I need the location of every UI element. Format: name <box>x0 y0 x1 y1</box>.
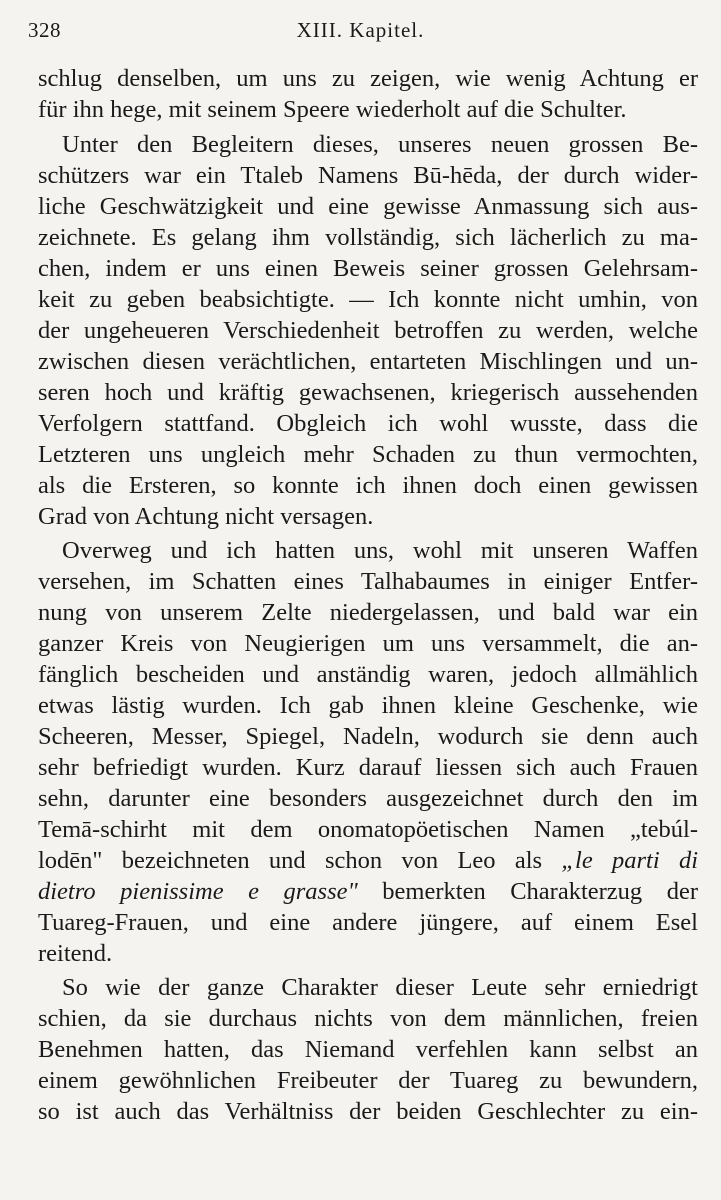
text-line: fänglich bescheiden und anständig waren, jedoch allmählich <box>38 661 698 688</box>
running-head: XIII. Kapitel. <box>296 18 425 42</box>
text-line: Unter den Begleitern dieses, unseres neuen grossen Be- <box>62 131 698 158</box>
text-line: als die Ersteren, so konnte ich ihnen doch einen gewissen <box>38 472 698 499</box>
italic-quote-start: „le parti di <box>561 847 699 874</box>
text-line: Benehmen hatten, das Niemand verfehlen kann selbst an <box>38 1036 698 1063</box>
text-line: Grad von Achtung nicht versagen. <box>38 503 374 530</box>
line-text: lodēn" bezeichneten und schon von Leo als <box>38 847 543 874</box>
text-line: zwischen diesen verächtlichen, entarteten Mischlingen und un- <box>38 348 698 375</box>
text-line-with-italic <box>38 876 698 907</box>
page-number: 328 <box>28 18 61 42</box>
text-line: seren hoch und kräftig gewachsenen, kriegerisch aussehenden <box>38 379 698 406</box>
text-line: Tuareg-Frauen, und eine andere jüngere, auf einem Esel <box>38 909 698 936</box>
text-line: nung von unserem Zelte niedergelassen, und bald war ein <box>38 599 698 626</box>
italic-quote-end: dietro pienissime e grasse" <box>38 878 358 905</box>
text-line: reitend. <box>38 940 113 967</box>
text-line: So wie der ganze Charakter dieser Leute sehr erniedrigt <box>62 974 698 1001</box>
text-line: Verfolgern stattfand. Obgleich ich wohl wusste, dass die <box>38 410 698 437</box>
text-line: Overweg und ich hatten uns, wohl mit unseren Waffen <box>62 537 698 564</box>
text-line: chen, indem er uns einen Beweis seiner grossen Gelehrsam- <box>38 255 698 282</box>
text-line: für ihn hege, mit seinem Speere wiederholt auf die Schulter. <box>38 96 627 123</box>
text-line: keit zu geben beabsichtigte. — Ich konnte nicht umhin, von <box>38 286 698 313</box>
page-header <box>28 18 693 48</box>
text-line: schützers war ein Ttaleb Namens Bū-hēda, der durch wider- <box>38 162 698 189</box>
text-line: etwas lästig wurden. Ich gab ihnen kleine Geschenke, wie <box>38 692 698 719</box>
text-line: zeichnete. Es gelang ihm vollständig, sich lächerlich zu ma- <box>38 224 698 251</box>
text-line: Letzteren uns ungleich mehr Schaden zu thun vermochten, <box>38 441 698 468</box>
text-line: schien, da sie durchaus nichts von dem männlichen, freien <box>38 1005 698 1032</box>
text-line: so ist auch das Verhältniss der beiden Geschlechter zu ein- <box>38 1098 698 1125</box>
text-line: sehn, darunter eine besonders ausgezeichnet durch den im <box>38 785 698 812</box>
text-line: liche Geschwätzigkeit und eine gewisse Anmassung sich aus- <box>38 193 698 220</box>
text-line: sehr befriedigt wurden. Kurz darauf liessen sich auch Frauen <box>38 754 698 781</box>
text-line-with-italic <box>38 845 698 876</box>
text-line: Scheeren, Messer, Spiegel, Nadeln, wodurch sie denn auch <box>38 723 698 750</box>
text-line: der ungeheueren Verschiedenheit betroffen zu werden, welche <box>38 317 698 344</box>
line-text-rest: bemerkten Charakterzug der <box>382 878 698 905</box>
text-line: ganzer Kreis von Neugierigen um uns versammelt, die an- <box>38 630 698 657</box>
text-line: schlug denselben, um uns zu zeigen, wie wenig Achtung er <box>38 65 698 92</box>
text-line: Temā-schirht mit dem onomatopöetischen Namen „tebúl- <box>38 816 698 843</box>
text-line: einem gewöhnlichen Freibeuter der Tuareg zu bewundern, <box>38 1067 698 1094</box>
text-line: versehen, im Schatten eines Talhabaumes in einiger Entfer- <box>38 568 698 595</box>
